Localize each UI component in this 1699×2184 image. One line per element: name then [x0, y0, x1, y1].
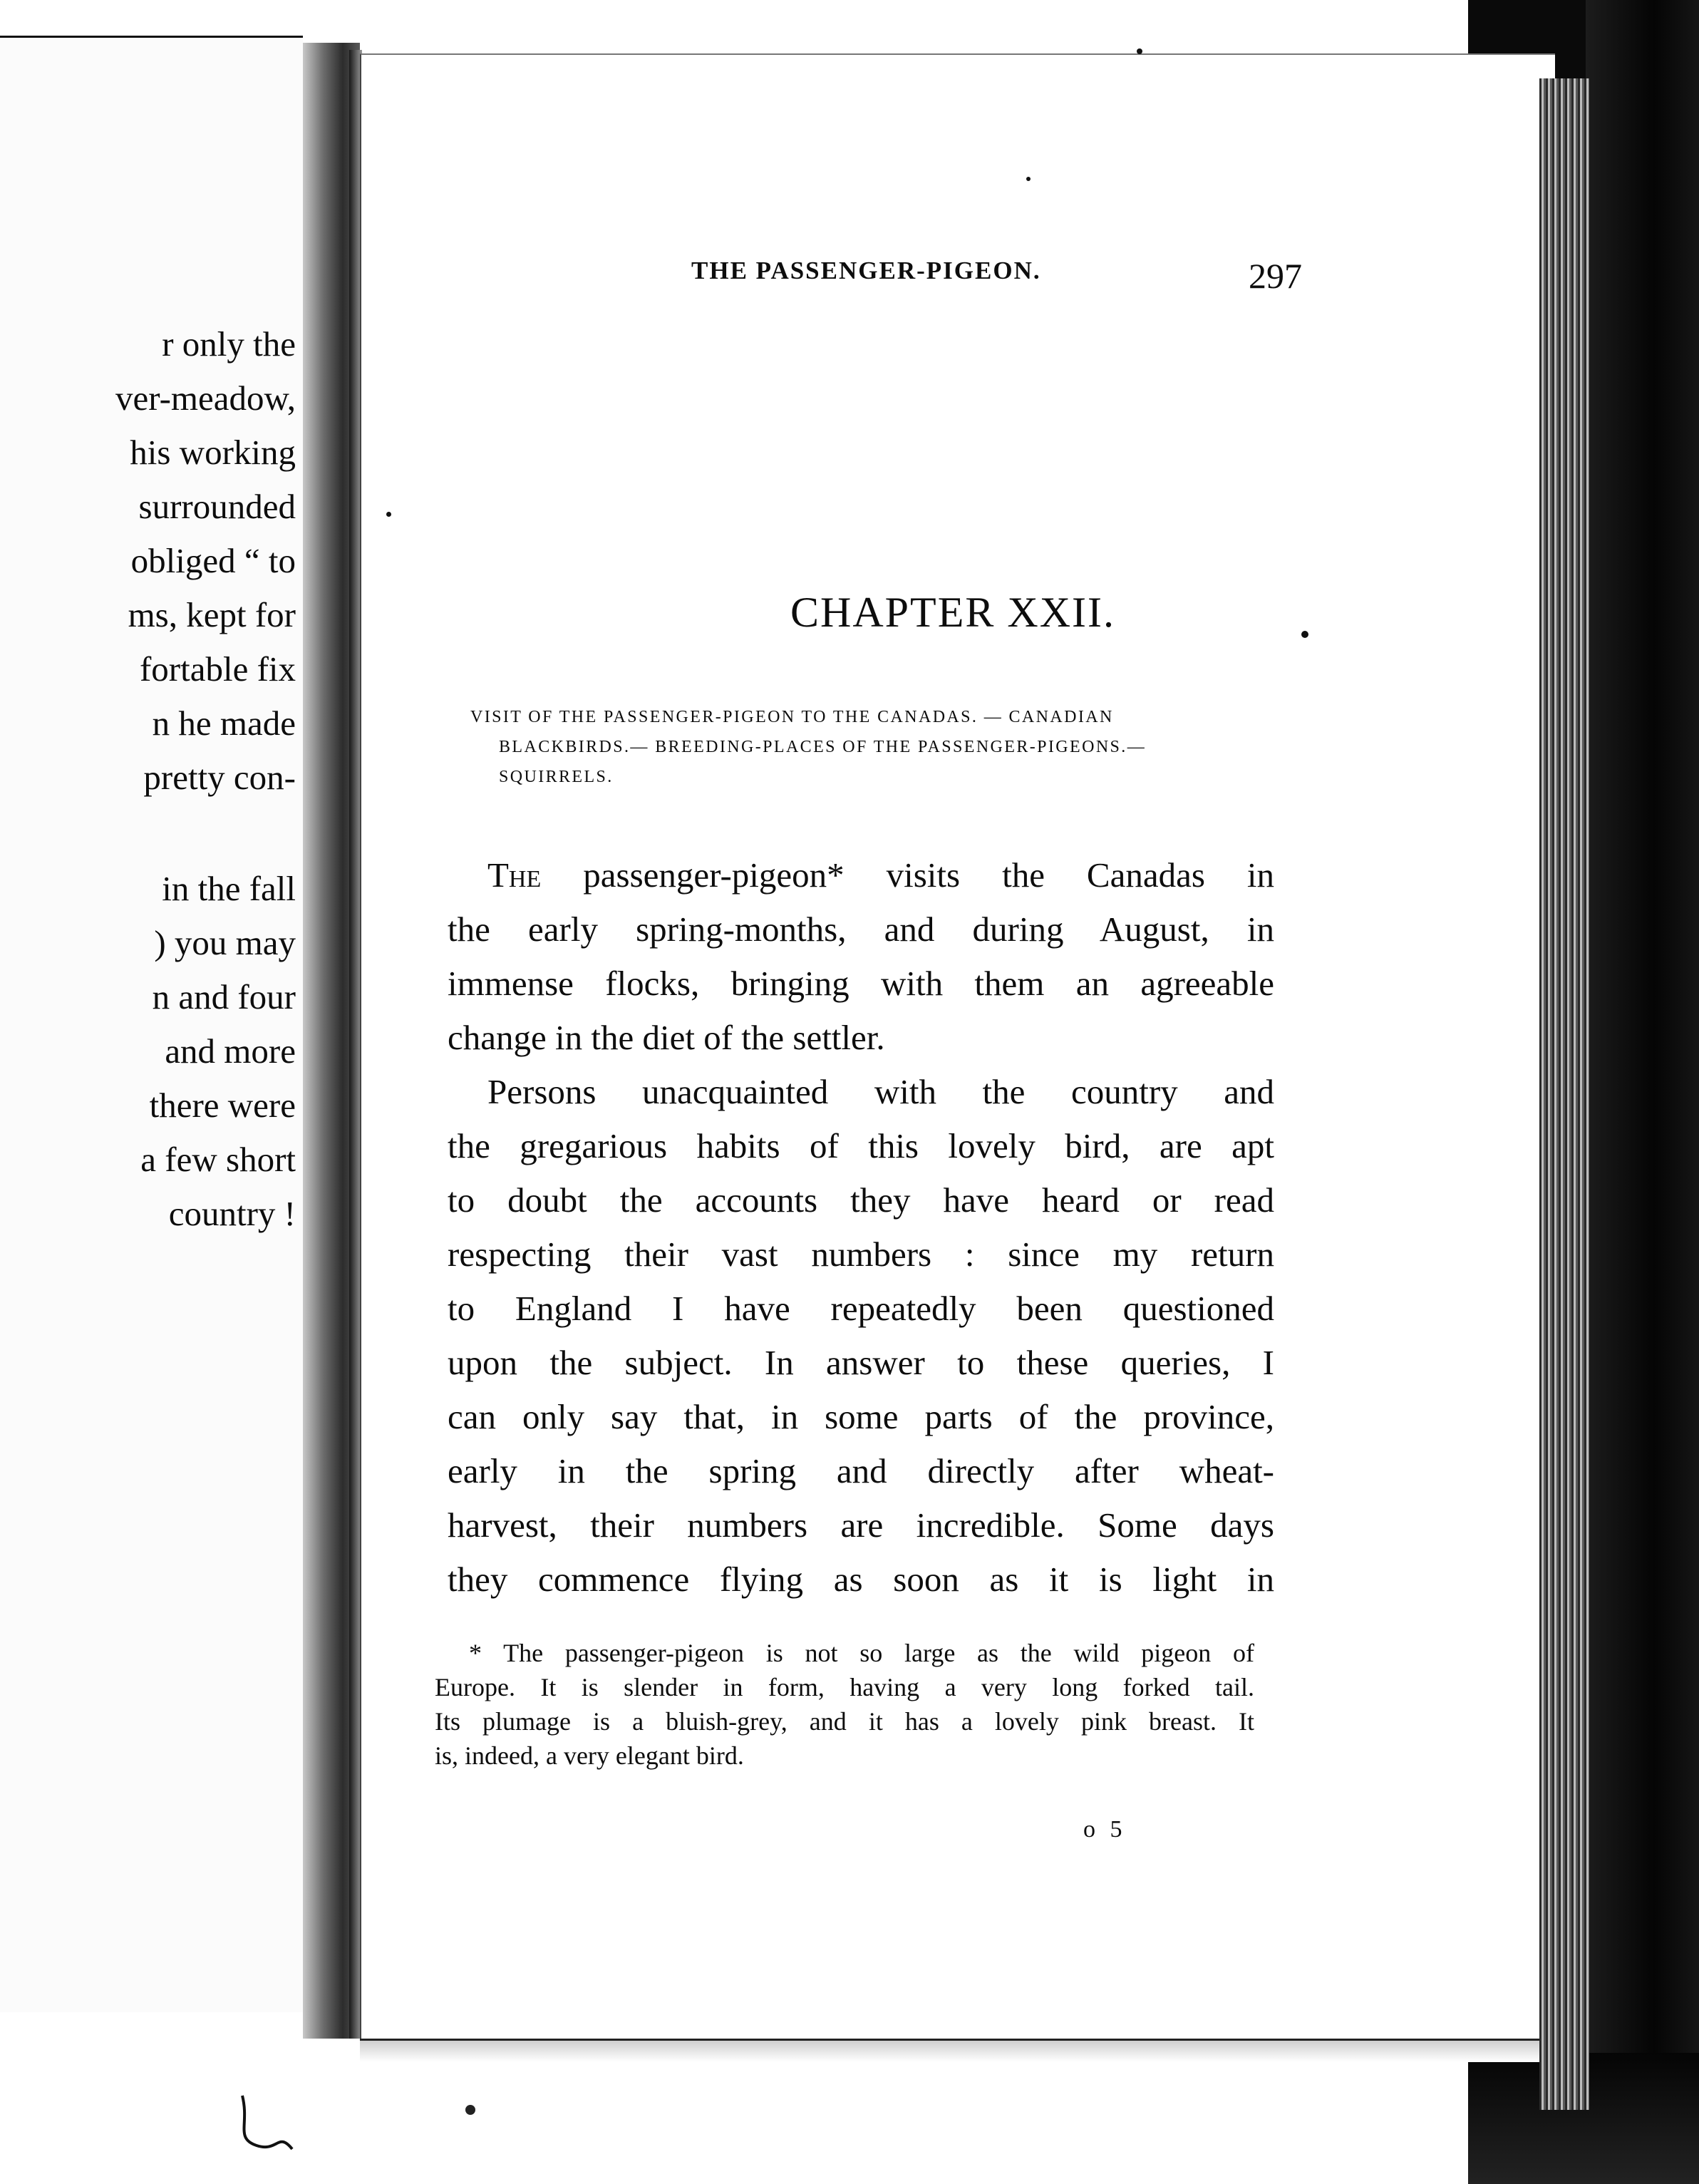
- body-line: the early spring-months, and during August, in: [448, 910, 1274, 949]
- summary-line: BLACKBIRDS.— BREEDING-PLACES OF THE PASSENGER-PIGEONS.—: [499, 738, 1147, 756]
- body-line: can only say that, in some parts of the province,: [448, 1397, 1274, 1436]
- body-line: change in the diet of the settler.: [448, 1018, 885, 1057]
- page-number: 297: [1249, 256, 1302, 296]
- chapter-summary: [470, 702, 1290, 792]
- footnote: [435, 1636, 1254, 1773]
- body-line: respecting their vast numbers : since my return: [448, 1235, 1274, 1274]
- printer-signature: o 5: [1083, 1816, 1127, 1843]
- scan-squiggle: [235, 2081, 477, 2160]
- page-edges: [1539, 78, 1589, 2110]
- right-page-bottom-edge: [360, 2039, 1554, 2062]
- left-page-line: his working: [130, 433, 296, 472]
- footnote-line: is, indeed, a very elegant bird.: [435, 1741, 744, 1770]
- left-page-line: n he made: [152, 704, 296, 743]
- drop-word: The: [487, 855, 542, 895]
- body-text: [448, 848, 1274, 1607]
- body-line: immense flocks, bringing with them an agreeable: [448, 964, 1274, 1003]
- body-line-rest: passenger-pigeon* visits the Canadas in: [583, 855, 1275, 895]
- body-line: the gregarious habits of this lovely bird, are apt: [448, 1126, 1274, 1165]
- left-page-line: in the fall: [162, 869, 296, 908]
- body-line: [448, 848, 1274, 902]
- left-page-line: n and four: [152, 977, 296, 1016]
- left-page-line: surrounded: [138, 487, 296, 526]
- scan-speck: [386, 512, 391, 517]
- body-line: to England I have repeatedly been questioned: [448, 1289, 1274, 1328]
- left-page-line: a few short: [140, 1140, 296, 1179]
- scan-speck: [1137, 48, 1142, 54]
- scan-speck: [1301, 631, 1308, 638]
- left-page-line: obliged “ to: [130, 541, 296, 580]
- left-page: [0, 36, 303, 2012]
- left-page-line: ms, kept for: [128, 595, 296, 634]
- left-page-line: fortable fix: [139, 649, 296, 689]
- left-page-line: there were: [149, 1086, 296, 1125]
- body-line: they commence flying as soon as it is light in: [448, 1560, 1274, 1599]
- running-head: THE PASSENGER-PIGEON.: [691, 257, 1041, 284]
- summary-line: SQUIRRELS.: [499, 768, 614, 786]
- left-page-line: and more: [165, 1031, 296, 1071]
- summary-line: VISIT OF THE PASSENGER-PIGEON TO THE CANADAS. — CANADIAN: [470, 708, 1114, 726]
- body-line: upon the subject. In answer to these queries, I: [448, 1343, 1274, 1382]
- body-line: harvest, their numbers are incredible. Some days: [448, 1505, 1274, 1545]
- left-page-line: country !: [168, 1194, 296, 1233]
- body-line: Persons unacquainted with the country and: [487, 1072, 1274, 1111]
- footnote-line: * The passenger-pigeon is not so large as the wild pigeon of: [469, 1639, 1254, 1667]
- left-page-line: pretty con-: [143, 758, 296, 797]
- left-page-line: ver-meadow,: [115, 378, 296, 418]
- scan-background-right: [1586, 0, 1699, 2184]
- scan-speck: [1026, 177, 1031, 181]
- body-line: early in the spring and directly after wheat-: [448, 1451, 1274, 1490]
- left-page-line: r only the: [162, 324, 296, 364]
- footnote-line: Its plumage is a bluish-grey, and it has a lovely pink breast. It: [435, 1707, 1254, 1736]
- body-line: to doubt the accounts they have heard or read: [448, 1180, 1274, 1220]
- footnote-line: Europe. It is slender in form, having a very long forked tail.: [435, 1673, 1254, 1701]
- chapter-title: CHAPTER XXII.: [790, 589, 1115, 636]
- left-page-line: ) you may: [154, 923, 296, 962]
